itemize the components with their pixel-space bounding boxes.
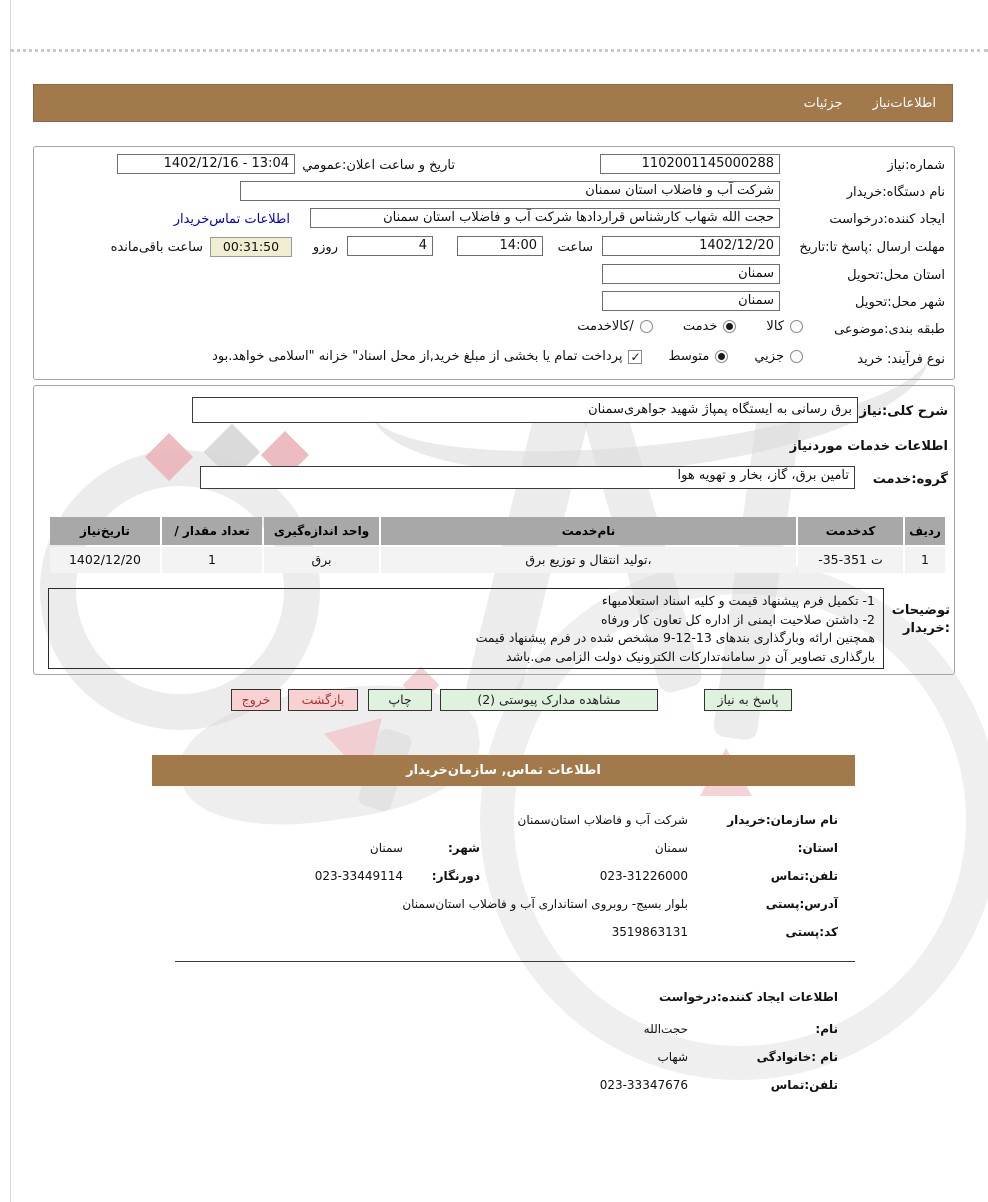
org-name-label: نام سازمان:خریدار <box>727 813 838 827</box>
postal-address-label: آدرس:پستی <box>765 897 838 911</box>
left-border-line <box>10 0 11 1202</box>
contact-phone-value: 023-31226000 <box>599 869 688 883</box>
need-summary-field[interactable]: برق رسانی به ایستگاه پمپاژ شهید جواهری‌سمنان <box>192 397 858 423</box>
radio-medium[interactable] <box>715 350 728 363</box>
note-line: 1- تکمیل فرم پیشنهاد قیمت و کلیه اسناد استعلامبهاء <box>601 593 875 608</box>
cell-quantity: 1 <box>162 547 262 573</box>
creator-phone-label: تلفن:تماس <box>770 1078 838 1092</box>
creator-first-name-label: نام: <box>815 1022 838 1036</box>
process-type-label: نوع فرآیند: خرید <box>857 352 945 367</box>
creator-section-heading: اطلاعات ایجاد کننده:درخواست <box>658 990 838 1004</box>
classification-radio-group <box>577 319 803 334</box>
classification-label: طبقه بندی:موضوعی <box>834 322 945 337</box>
announce-datetime-label: تاریخ و ساعت اعلان:عمومي <box>302 158 455 173</box>
radio-service[interactable] <box>723 320 736 333</box>
deadline-time-field[interactable]: 14:00 <box>457 236 543 256</box>
radio-item-goods[interactable] <box>766 319 803 334</box>
hour-label: ساعت <box>557 240 593 255</box>
delivery-city-field[interactable]: سمنان <box>602 291 780 311</box>
creator-last-name-value: شهاب <box>657 1050 688 1064</box>
buyer-notes-box <box>48 588 884 669</box>
org-name-value: شرکت آب و فاضلاب استان‌سمنان <box>517 813 688 827</box>
postal-code-value: 3519863131 <box>611 925 688 939</box>
radio-medium-label: متوسط <box>668 349 710 364</box>
remaining-time-label: ساعت باقی‌مانده <box>110 240 203 255</box>
respond-to-need-button[interactable]: پاسخ به نیاز <box>704 689 792 711</box>
city-value: سمنان <box>369 841 403 855</box>
postal-address-value: بلوار بسیج- روبروی استانداری آب و فاضلاب استان‌سمنان <box>402 897 688 911</box>
col-header-service-code: کدخدمت <box>798 517 903 545</box>
note-line: همچنین ارائه وبارگذاری بندهای 13-12-9 مشخص شده در فرم پیشنهاد قیمت <box>475 630 875 645</box>
radio-goods-label: کالا <box>766 319 784 334</box>
request-creator-field[interactable]: حجت الله شهاب کارشناس قراردادها شرکت آب و فاضلاب استان سمنان <box>310 208 780 228</box>
services-section-heading: اطلاعات خدمات موردنیاز <box>789 439 948 454</box>
radio-minor-label: جزیي <box>754 349 784 364</box>
col-header-unit: واحد اندازه‌گیری <box>264 517 379 545</box>
cell-unit: برق <box>264 547 379 573</box>
need-number-label: شماره:نیاز <box>887 158 945 173</box>
cell-row-number: 1 <box>905 547 945 573</box>
process-type-radio-group <box>212 349 803 364</box>
buyer-notes-label-line1: توضیحات <box>891 603 950 618</box>
print-button[interactable]: چاپ <box>368 689 432 711</box>
remaining-time-badge: 00:31:50 <box>210 237 292 257</box>
treasury-checkbox-item[interactable] <box>212 349 642 364</box>
days-field[interactable]: 4 <box>347 236 433 256</box>
note-line: 2- داشتن صلاحیت ایمنی از اداره کل تعاون کار ورفاه <box>601 611 875 627</box>
col-header-service-name: نام‌خدمت <box>381 517 796 545</box>
service-group-field[interactable]: تامین برق، گاز، بخار و تهویه هوا <box>200 466 855 489</box>
top-dotted-separator <box>10 49 988 52</box>
radio-item-minor[interactable] <box>754 349 803 364</box>
services-table <box>50 517 945 573</box>
cell-service-code: -35-351 ت <box>798 547 903 573</box>
buyer-contact-link[interactable]: اطلاعات تماس‌خریدار <box>173 212 290 227</box>
fax-label: دورنگار: <box>431 869 480 883</box>
col-header-quantity: تعداد مقدار / <box>162 517 262 545</box>
tab-need-info[interactable]: اطلاعات‌نیاز <box>872 95 936 111</box>
radio-goods-service[interactable] <box>640 320 653 333</box>
tab-bar <box>33 84 953 122</box>
back-button[interactable]: بازگشت <box>288 689 358 711</box>
province-value: سمنان <box>654 841 688 855</box>
province-label: استان: <box>797 841 838 855</box>
deadline-date-field[interactable]: 1402/12/20 <box>602 236 780 256</box>
need-summary-label: شرح کلی:نیاز <box>859 404 948 419</box>
buyer-notes-label-line2: :خریدار <box>903 621 950 636</box>
delivery-province-label: استان محل:تحویل <box>847 268 945 283</box>
contact-phone-label: تلفن:تماس <box>770 869 838 883</box>
city-label: شهر: <box>448 841 480 855</box>
cell-service-name: ،تولید انتقال و توزیع برق <box>381 547 796 573</box>
exit-button[interactable]: خروج <box>231 689 281 711</box>
request-creator-label: ایجاد کننده:درخواست <box>829 212 945 227</box>
radio-item-goods-service[interactable] <box>577 319 653 334</box>
postal-code-label: کد:پستی <box>785 925 838 939</box>
days-label: روزو <box>312 240 338 255</box>
creator-last-name-label: نام :خانوادگی <box>756 1050 838 1064</box>
fax-value: 023-33449114 <box>314 869 403 883</box>
need-number-field[interactable]: 1102001145000288 <box>600 154 780 174</box>
creator-phone-value: 023-33347676 <box>599 1078 688 1092</box>
note-line: بارگذاری تصاویر آن در سامانه‌تدارکات الکترونیک دولت الزامی می.باشد <box>506 648 875 664</box>
delivery-city-label: شهر محل:تحویل <box>855 295 945 310</box>
view-attachments-button[interactable]: مشاهده مدارک پیوستی (2) <box>440 689 658 711</box>
radio-item-medium[interactable] <box>668 349 728 364</box>
treasury-checkbox-label: پرداخت تمام یا بخشی از مبلغ خرید,از محل اسناد" خزانه "اسلامی خواهد.بود <box>212 349 623 364</box>
radio-goods[interactable] <box>790 320 803 333</box>
col-header-row-number: ردیف <box>905 517 945 545</box>
buyer-org-label: نام دستگاه:خریدار <box>846 185 945 200</box>
section-divider <box>175 961 855 962</box>
radio-service-label: خدمت <box>682 319 718 334</box>
buyer-contact-section-header: اطلاعات تماس, سازمان‌خریدار <box>152 755 855 786</box>
buyer-org-field[interactable]: شرکت آب و فاضلاب استان سمنان <box>240 181 780 201</box>
tab-details[interactable]: جزئیات <box>803 95 843 111</box>
table-header-row <box>50 517 945 545</box>
radio-item-service[interactable] <box>683 319 737 334</box>
reply-deadline-label: مهلت ارسال :پاسخ تا:تاریخ <box>799 240 945 255</box>
cell-need-date: 1402/12/20 <box>50 547 160 573</box>
col-header-need-date: تاریخ‌نیاز <box>50 517 160 545</box>
creator-first-name-value: حجت‌الله <box>643 1022 688 1036</box>
radio-goods-service-label: /کالاخدمت <box>577 319 634 334</box>
announce-datetime-field[interactable]: 13:04 - 1402/12/16 <box>117 154 295 174</box>
service-group-label: گروه:خدمت <box>872 472 948 487</box>
table-row <box>50 547 945 573</box>
treasury-checkbox[interactable] <box>628 350 642 364</box>
delivery-province-field[interactable]: سمنان <box>602 264 780 284</box>
radio-minor[interactable] <box>790 350 803 363</box>
